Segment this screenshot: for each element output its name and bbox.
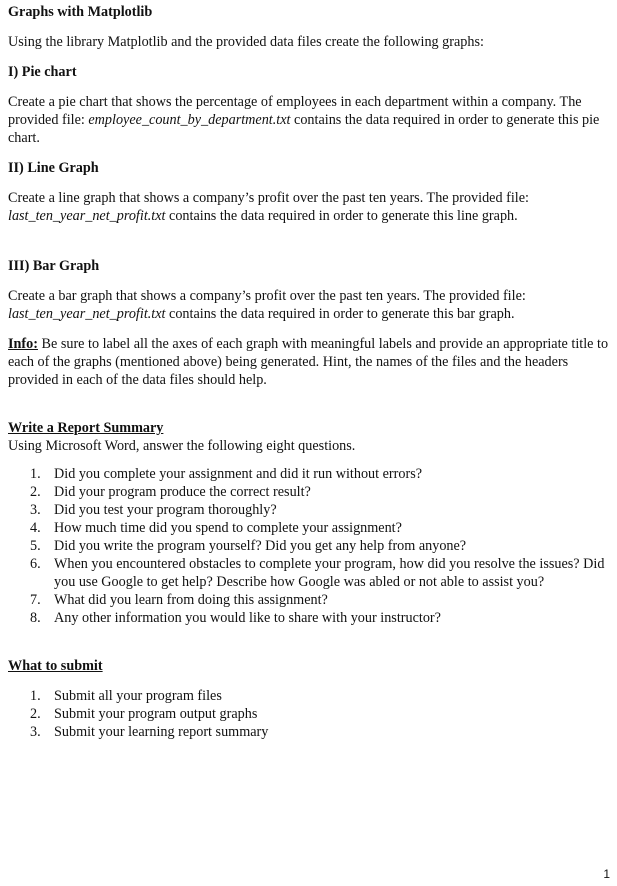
document-title: Graphs with Matplotlib	[8, 4, 153, 20]
report-heading-text: Write a Report Summary	[8, 420, 164, 436]
submit-heading	[8, 657, 610, 675]
pie-chart-file-name: employee_count_by_department.txt	[88, 112, 291, 128]
question-item-text: When you encountered obstacles to complete your program, how did you resolve the issues? Did you use Google to get help? Describe how Google was abled or not able to assist you?	[54, 556, 605, 590]
page-number: 1	[603, 867, 610, 881]
line-graph-text-before: Create a line graph that shows a company’s profit over the past ten years. The provided file:	[8, 190, 529, 206]
question-item	[8, 483, 610, 501]
question-item-number: 7.	[30, 592, 41, 608]
submit-list	[8, 687, 610, 741]
question-item	[8, 537, 610, 555]
report-heading	[8, 419, 610, 437]
bar-graph-text-after: contains the data required in order to generate this bar graph.	[165, 306, 515, 322]
question-item	[8, 555, 610, 591]
submit-item-number: 1.	[30, 688, 41, 704]
question-item-text: Did you complete your assignment and did it run without errors?	[54, 466, 423, 482]
intro-paragraph: Using the library Matplotlib and the provided data files create the following graphs:	[8, 34, 484, 50]
submit-item-text: Submit your program output graphs	[54, 706, 258, 722]
question-item	[8, 465, 610, 483]
question-item	[8, 501, 610, 519]
questions-list	[8, 465, 610, 627]
submit-item-number: 2.	[30, 706, 41, 722]
submit-item	[8, 687, 610, 705]
question-item-text: Any other information you would like to share with your instructor?	[54, 610, 441, 626]
submit-item-text: Submit all your program files	[54, 688, 222, 704]
bar-graph-file-name: last_ten_year_net_profit.txt	[8, 306, 166, 322]
info-label: Info:	[8, 336, 38, 352]
info-paragraph	[8, 335, 610, 389]
question-item	[8, 591, 610, 609]
submit-item-number: 3.	[30, 724, 41, 740]
question-item	[8, 609, 610, 627]
bar-graph-text-before: Create a bar graph that shows a company’s profit over the past ten years. The provided file:	[8, 288, 526, 304]
submit-item-text: Submit your learning report summary	[54, 724, 269, 740]
pie-chart-paragraph	[8, 93, 610, 147]
pie-chart-text-after: contains the data required in order to generate this pie chart.	[8, 112, 600, 146]
question-item-number: 3.	[30, 502, 41, 518]
question-item-number: 4.	[30, 520, 41, 536]
pie-chart-heading: I) Pie chart	[8, 64, 77, 80]
bar-graph-paragraph	[8, 287, 610, 323]
question-item-number: 5.	[30, 538, 41, 554]
submit-item	[8, 705, 610, 723]
pie-chart-text-before: Create a pie chart that shows the percentage of employees in each department within a company. The provided file:	[8, 94, 582, 128]
document-page	[8, 3, 610, 741]
question-item-text: What did you learn from doing this assignment?	[54, 592, 328, 608]
submit-heading-text: What to submit	[8, 658, 103, 674]
question-item-number: 2.	[30, 484, 41, 500]
line-graph-text-after: contains the data required in order to generate this line graph.	[165, 208, 518, 224]
question-item	[8, 519, 610, 537]
question-item-text: Did you test your program thoroughly?	[54, 502, 277, 518]
line-graph-heading: II) Line Graph	[8, 160, 99, 176]
question-item-number: 1.	[30, 466, 41, 482]
report-intro: Using Microsoft Word, answer the following eight questions.	[8, 438, 356, 454]
question-item-text: How much time did you spend to complete your assignment?	[54, 520, 402, 536]
line-graph-file-name: last_ten_year_net_profit.txt	[8, 208, 166, 224]
question-item-text: Did your program produce the correct result?	[54, 484, 311, 500]
question-item-number: 6.	[30, 556, 41, 572]
question-item-number: 8.	[30, 610, 41, 626]
info-text: Be sure to label all the axes of each graph with meaningful labels and provide an appropriate title to each of the graphs (mentioned above) being generated. Hint, the names of the files and the headers provided in each of the data files should help.	[8, 336, 609, 388]
line-graph-paragraph	[8, 189, 610, 225]
bar-graph-heading: III) Bar Graph	[8, 258, 100, 274]
submit-item	[8, 723, 610, 741]
question-item-text: Did you write the program yourself? Did you get any help from anyone?	[54, 538, 467, 554]
